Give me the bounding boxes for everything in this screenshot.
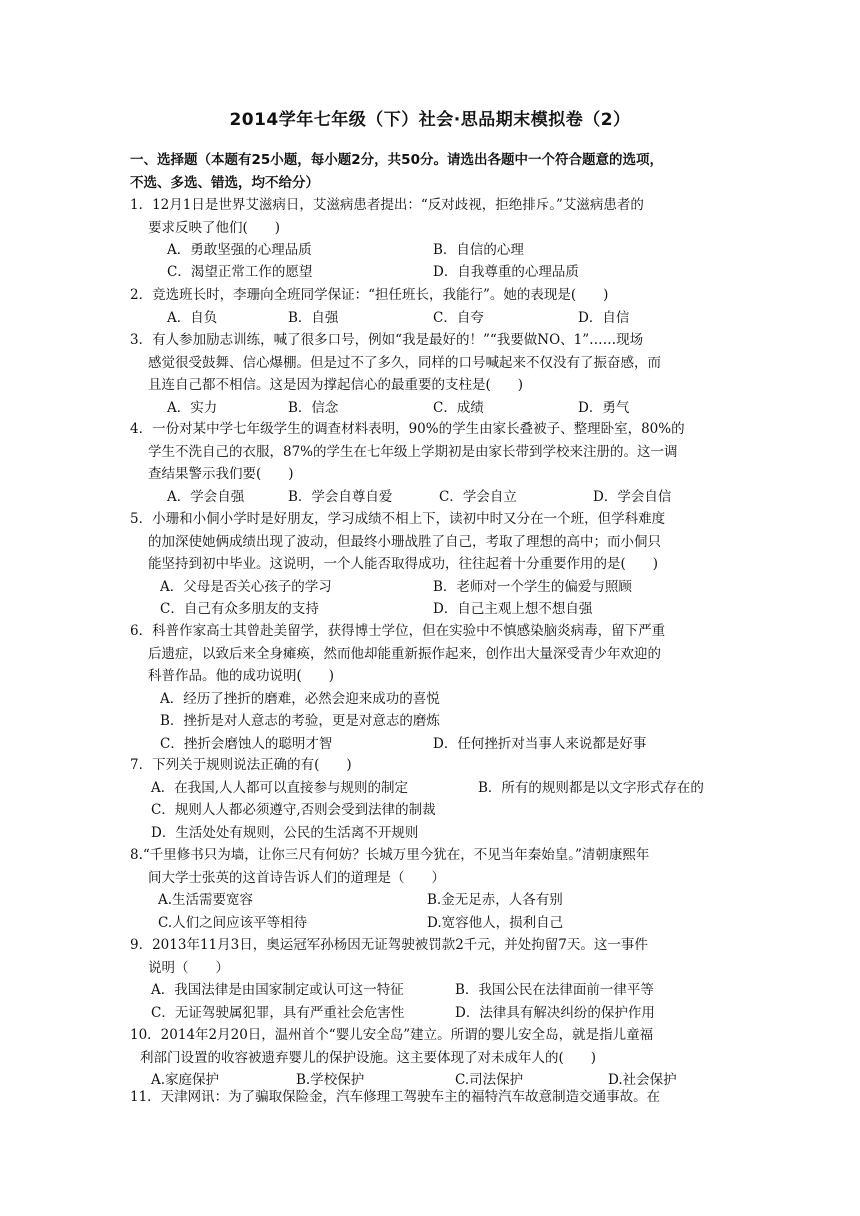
question-2-option-c: C．自夸: [433, 309, 484, 326]
question-1-option-d: D．自我尊重的心理品质: [433, 264, 579, 280]
question-5-option-a: A．父母是否关心孩子的学习: [160, 578, 332, 595]
question-2-options: [130, 307, 740, 330]
question-8: [130, 844, 740, 931]
question-9-line-1: 9．2013年11月3日，奥运冠军孙杨因无证驾驶被罚款2千元，并处拘留7天。这一事件: [130, 937, 648, 953]
question-7-option-b: B．所有的规则都是以文字形式存在的: [478, 779, 704, 796]
question-8-option-b: B.金无足赤，人各有别: [427, 892, 563, 908]
question-4: [130, 418, 740, 505]
question-9-option-b: B．我国公民在法律面前一律平等: [455, 982, 654, 998]
question-4-line-2: 学生不洗自己的衣服，87%的学生在七年级上学期初是由家长带到学校来注册的。这一调: [148, 443, 678, 460]
question-6-option-row-cd: [130, 733, 740, 756]
question-5-line-2: 的加深使她俩成绩出现了波动，但最终小珊战胜了自己，考取了理想的高中；而小侗只: [148, 533, 661, 550]
question-6-line-2: 后遗症，以致后来全身瘫痪，然而他却能重新振作起来，创作出大量深受青少年欢迎的: [148, 645, 661, 662]
question-3-option-c: C．成绩: [433, 399, 484, 416]
question-1-line-2: 要求反映了他们( ): [148, 219, 281, 236]
question-10: [130, 1024, 740, 1088]
question-7-option-a: A．在我国,人人都可以直接参与规则的制定: [151, 779, 409, 796]
question-5-option-c: C．自己有众多朋友的支持: [160, 601, 319, 617]
question-6-option-row-b: [130, 710, 740, 733]
question-8-option-d: D.宽容他人，损利自己: [427, 914, 564, 931]
question-1-options-row-2: [130, 261, 740, 284]
question-9-options-row-1: [130, 979, 740, 1002]
question-7-option-row-ab: [130, 777, 740, 800]
question-3-option-b: B．信念: [288, 399, 339, 416]
question-5-option-d: D．自己主观上想不想自强: [433, 601, 593, 617]
question-10-option-d: D.社会保护: [608, 1072, 677, 1088]
question-3-line-1: 3．有人参加励志训练，喊了很多口号，例如“我是最好的！”“我要做NO、1”……现场: [130, 332, 644, 348]
question-4-option-a: A．学会自强: [167, 488, 245, 505]
question-4-option-c: C．学会自立: [439, 488, 517, 505]
section-heading-line-2: 不选、多选、错选，均不给分）: [130, 174, 319, 191]
question-5: [130, 508, 740, 617]
question-3-option-d: D．勇气: [578, 399, 630, 416]
question-8-options-row-1: [130, 889, 740, 912]
question-5-option-b: B．老师对一个学生的偏爱与照顾: [433, 578, 632, 595]
question-10-line-2: 利部门设置的收容被遗弃婴儿的保护设施。这主要体现了对未成年人的( ): [140, 1049, 597, 1066]
question-3-options: [130, 397, 740, 420]
question-4-line-3: 查结果警示我们要( ): [148, 466, 294, 482]
question-6-option-row-a: [130, 688, 740, 711]
question-6-option-c: C．挫折会磨蚀人的聪明才智: [160, 735, 333, 752]
question-9-option-c: C．无证驾驶属犯罪，具有严重社会危害性: [151, 1004, 405, 1021]
question-11-line-1: 11．天津网讯：为了骗取保险金，汽车修理工驾驶车主的福特汽车故意制造交通事故。在: [130, 1089, 661, 1105]
question-1-line-1: 1．12月1日是世界艾滋病日，艾滋病患者提出：“反对歧视，拒绝排斥。”艾滋病患者的: [130, 197, 644, 213]
question-5-line-1: 5．小珊和小侗小学时是好朋友，学习成绩不相上下，读初中时又分在一个班，但学科难度: [130, 511, 666, 527]
question-3-option-a: A．实力: [167, 399, 218, 416]
question-3-line-3: 且连自己都不相信。这是因为撑起信心的最重要的支柱是( ): [148, 377, 524, 393]
question-10-option-a: A.家庭保护: [151, 1072, 220, 1088]
question-5-options-row-2: [130, 598, 740, 621]
question-4-option-d: D．学会自信: [593, 488, 672, 505]
question-4-line-1: 4．一份对某中学七年级学生的调查材料表明，90%的学生由家长叠被子、整理卧室，80%的: [130, 421, 685, 437]
question-8-option-c: C.人们之间应该平等相待: [158, 914, 308, 931]
question-9-options-row-2: [130, 1002, 740, 1025]
question-9-option-a: A．我国法律是由国家制定或认可这一特征: [151, 982, 404, 998]
question-6-line-1: 6．科普作家高士其曾赴美留学，获得博士学位，但在实验中不慎感染脑炎病毒，留下严重: [130, 623, 666, 639]
question-6: [130, 620, 740, 752]
question-3-line-2: 感觉很受鼓舞、信心爆棚。但是过不了多久，同样的口号喊起来不仅没有了振奋感，而: [148, 354, 661, 371]
question-11: [130, 1086, 740, 1109]
question-8-option-a: A.生活需要宽容: [158, 892, 254, 908]
question-1-option-a: A．勇敢坚强的心理品质: [167, 242, 312, 258]
question-2-option-a: A．自负: [167, 309, 218, 326]
question-7-option-c: C．规则人人都必须遵守,否则会受到法律的制裁: [151, 802, 436, 818]
question-6-option-a: A．经历了挫折的磨难，必然会迎来成功的喜悦: [160, 690, 440, 707]
question-2-option-b: B．自强: [288, 309, 339, 326]
question-8-line-2: 间大学士张英的这首诗告诉人们的道理是（ ）: [148, 869, 445, 886]
question-6-option-b: B．挫折是对人意志的考验，更是对意志的磨炼: [160, 713, 440, 729]
question-6-option-d: D．任何挫折对当事人来说都是好事: [433, 735, 647, 752]
question-1-option-c: C．渴望正常工作的愿望: [167, 264, 313, 280]
question-5-line-3: 能坚持到初中毕业。这说明，一个人能否取得成功，往往起着十分重要作用的是( ): [148, 556, 659, 572]
question-4-option-b: B．学会自尊自爱: [288, 488, 393, 505]
question-9: [130, 934, 740, 1021]
question-10-option-b: B.学校保护: [296, 1072, 365, 1088]
question-2: [130, 284, 740, 326]
question-7-option-d: D．生活处处有规则，公民的生活离不开规则: [151, 824, 419, 841]
page-title: 2014学年七年级（下）社会·思品期末模拟卷（2）: [229, 110, 631, 130]
question-6-line-3: 科普作品。他的成功说明( ): [148, 668, 335, 684]
question-9-line-2: 说明（ ）: [148, 959, 229, 976]
question-7-line-1: 7．下列关于规则说法正确的有( ): [130, 757, 352, 773]
section-heading: [130, 149, 740, 194]
question-9-option-d: D．法律具有解决纠纷的保护作用: [455, 1004, 655, 1021]
question-2-line-1: 2．竞选班长时，李珊向全班同学保证：“担任班长，我能行”。她的表现是( ): [130, 287, 609, 303]
question-2-option-d: D．自信: [578, 309, 630, 326]
question-10-option-c: C.司法保护: [455, 1072, 524, 1088]
question-4-options: [130, 486, 740, 509]
question-8-line-1: 8.“千里修书只为墙，让你三尺有何妨？长城万里今犹在，不见当年秦始皇。”清朝康熙年: [130, 847, 650, 863]
question-5-options-row-1: [130, 576, 740, 599]
question-1: [130, 194, 740, 280]
question-3: [130, 329, 740, 416]
question-1-option-b: B．自信的心理: [433, 242, 524, 258]
question-7-option-row-d: [130, 822, 740, 845]
section-heading-line-1: 一、选择题（本题有25小题，每小题2分，共50分。请选出各题中一个符合题意的选项，: [130, 152, 663, 168]
question-7-option-row-c: [130, 799, 740, 822]
question-7: [130, 754, 740, 841]
question-8-options-row-2: [130, 912, 740, 935]
question-10-line-1: 10．2014年2月20日，温州首个“婴儿安全岛”建立。所谓的婴儿安全岛，就是指儿童福: [130, 1027, 654, 1043]
question-1-options-row-1: [130, 239, 740, 262]
